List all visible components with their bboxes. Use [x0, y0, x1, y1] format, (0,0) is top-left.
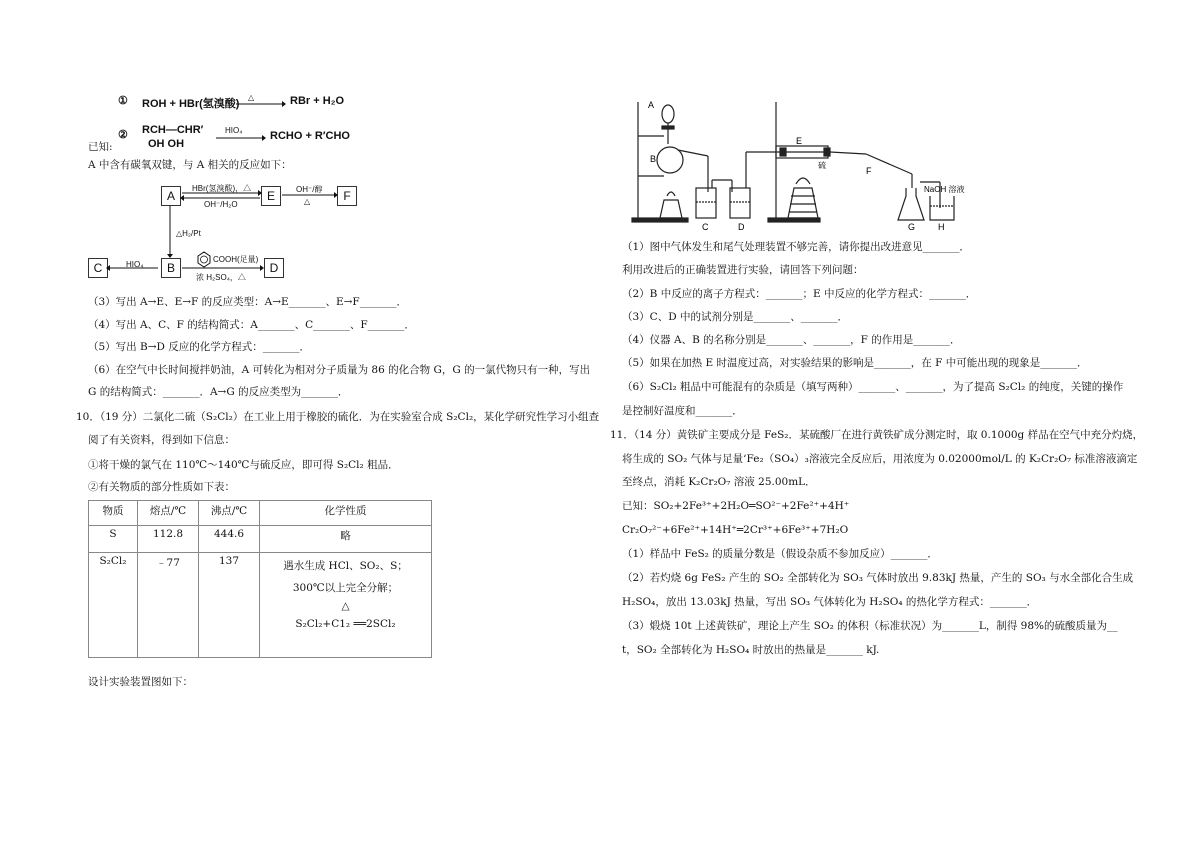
table-header: 熔点/℃: [138, 501, 199, 526]
reaction2-arrow: [216, 134, 266, 142]
table-cell: 112.8: [138, 526, 199, 553]
compound-b-box: B: [161, 258, 181, 278]
reaction2-number: ②: [118, 129, 128, 141]
scheme-intro: A 中含有碳氧双键，与 A 相关的反应如下：: [88, 159, 292, 171]
heat-symbol: △: [341, 600, 350, 612]
table-header: 沸点/℃: [199, 501, 260, 526]
table-cell: 444.6: [199, 526, 260, 553]
label-h: H: [938, 222, 945, 232]
s2cl2-reaction: S₂Cl₂+C1₂ ══2SCl₂: [295, 618, 396, 630]
e-to-f-condition-top: OH⁻/醇: [296, 185, 323, 194]
reaction1-lhs: ROH + HBr(氢溴酸): [142, 98, 240, 110]
problem-11-line2: 将生成的 SO₂ 气体与足量‘Fe₂（SO₄）₃溶液完全反应后，用浓度为 0.02000mol/L 的 K₂Cr₂O₇ 标准溶液滴定: [622, 453, 1138, 465]
problem-10-line2: 阅了有关资料，得到如下信息：: [88, 434, 235, 446]
label-g: G: [908, 222, 916, 232]
label-sulfur: 硫: [818, 161, 826, 170]
r-question-5: （5）如果在加热 E 时温度过高，对实验结果的影响是_______，在 F 中可能出现的现象是_______．: [622, 357, 1088, 369]
reaction2-rhs: RCHO + R′CHO: [270, 130, 350, 142]
table-cell: 略: [260, 526, 432, 553]
given-equation-2: Cr₂O₇²⁻+6Fe²⁺+14H⁺═2Cr³⁺+6Fe³⁺+7H₂O: [622, 524, 849, 536]
b-to-d-condition-top: COOH(足量): [213, 255, 259, 264]
compound-f-box: F: [337, 186, 357, 206]
sub-question-3-line2: t，SO₂ 全部转化为 H₂SO₄ 时放出的热量是_______ kJ.: [622, 644, 880, 656]
table-row: [89, 553, 432, 658]
question-5: （5）写出 B→D 反应的化学方程式：_______．: [88, 341, 311, 353]
reaction2-lhs-bottom: OH OH: [148, 138, 185, 150]
a-to-e-condition: HBr(氢溴酸)，△: [192, 184, 252, 193]
question-3: （3）写出 A→E、E→F 的反应类型：A→E_______、E→F_______．: [88, 296, 407, 308]
sub-question-3-line1: （3）煅烧 10t 上述黄铁矿，理论上产生 SO₂ 的体积（标准状况）为_______L，制得 98%的硫酸质量为__: [622, 620, 1118, 632]
reaction1-rhs: RBr + H₂O: [290, 95, 345, 107]
table-cell: ﹣77: [138, 553, 199, 658]
table-cell: S₂Cl₂: [89, 553, 138, 658]
r-question-6-line2: 是控制好温度和_______．: [622, 405, 743, 417]
apparatus-diagram: [628, 96, 968, 232]
compound-e-box: E: [261, 186, 281, 206]
sub-question-1: （1）样品中 FeS₂ 的质量分数是（假设杂质不参加反应）_______．: [622, 548, 938, 560]
problem-11-line1: 11．（14 分）黄铁矿主要成分是 FeS₂．某硫酸厂在进行黄铁矿成分测定时，取 0.1000g 样品在空气中充分灼烧，: [610, 429, 1144, 441]
table-cell-chemical-properties: [260, 553, 432, 658]
table-header-row: [89, 501, 432, 526]
sub-question-2-line1: （2）若灼烧 6g FeS₂ 产生的 SO₂ 全部转化为 SO₃ 气体时放出 9.83kJ 热量，产生的 SO₃ 与水全部化合生成: [622, 572, 1134, 584]
s2cl2-property-water: 遇水生成 HCl、SO₂、S；: [283, 560, 408, 572]
compound-c-box: C: [88, 258, 108, 278]
compound-d-box: D: [264, 258, 284, 278]
table-cell: S: [89, 526, 138, 553]
sub-question-2-line2: H₂SO₄，放出 13.03kJ 热量，写出 SO₃ 气体转化为 H₂SO₄ 的热化学方程式：_______．: [622, 596, 1038, 608]
r-question-2: （2）B 中反应的离子方程式：_______；E 中反应的化学方程式：_______．: [622, 288, 977, 300]
problem-10-line1: 10．（19 分）二氯化二硫（S₂Cl₂）在工业上用于橡胶的硫化．为在实验室合成 S₂Cl₂，某化学研究性学习小组查: [76, 411, 600, 423]
label-naoh: NaOH 溶液: [924, 185, 965, 194]
question-6-line2: G 的结构简式：_______．A→G 的反应类型为_______．: [88, 386, 349, 398]
r-question-3: （3）C、D 中的试剂分别是_______、_______．: [622, 311, 848, 323]
label-b: B: [650, 154, 657, 164]
a-to-b-condition: △H₂/Pt: [176, 229, 201, 238]
r-question-1: （1）图中气体发生和尾气处理装置不够完善，请你提出改进意见_______．: [622, 241, 970, 253]
label-d: D: [738, 222, 745, 232]
reaction1-arrow: [236, 100, 286, 108]
reaction1-condition: △: [248, 93, 255, 102]
r-question-1b: 利用改进后的正确装置进行实验，请回答下列问题：: [622, 264, 864, 276]
label-e: E: [796, 136, 803, 146]
reaction2-lhs-top: RCH—CHR′: [142, 124, 204, 136]
given-equation-1: 已知：SO₂+2Fe³⁺+2H₂O═SO²⁻+2Fe²⁺+4H⁺: [622, 500, 850, 512]
label-c: C: [702, 222, 709, 232]
label-f: F: [866, 166, 872, 176]
table-header: 化学性质: [260, 501, 432, 526]
s2cl2-property-decompose: 300℃以上完全分解；: [292, 582, 399, 594]
e-to-f-condition-bottom: △: [304, 197, 311, 206]
table-row: [89, 526, 432, 553]
label-a: A: [648, 100, 655, 110]
compound-a-box: A: [161, 186, 181, 206]
r-question-4: （4）仪器 A、B 的名称分别是_______、_______，F 的作用是_______．: [622, 334, 961, 346]
question-6-line1: （6）在空气中长时间搅拌奶油，A 可转化为相对分子质量为 86 的化合物 G，G 的一氯代物只有一种，写出: [88, 364, 591, 376]
b-to-d-condition-bottom: 浓 H₂SO₄，△: [196, 273, 246, 282]
table-header: 物质: [89, 501, 138, 526]
b-to-c-condition: HIO₄: [126, 260, 144, 269]
properties-table: [88, 500, 432, 658]
e-to-a-condition: OH⁻/H₂O: [204, 200, 238, 209]
question-4: （4）写出 A、C、F 的结构简式：A_______、C_______、F_______．: [88, 319, 415, 331]
problem-11-line3: 至终点，消耗 K₂Cr₂O₇ 溶液 25.00mL．: [622, 476, 816, 488]
reaction1-number: ①: [118, 95, 128, 107]
reaction2-condition: HIO₄: [225, 126, 243, 135]
problem-10-info2: ②有关物质的部分性质如下表：: [88, 481, 235, 493]
r-question-6-line1: （6）S₂Cl₂ 粗品中可能混有的杂质是（填写两种）_______、_______，为了提高 S₂Cl₂ 的纯度，关键的操作: [622, 381, 1124, 393]
design-label: 设计实验装置图如下：: [88, 676, 193, 688]
problem-10-info1: ①将干燥的氯气在 110℃～140℃与硫反应，即可得 S₂Cl₂ 粗品．: [88, 459, 399, 471]
table-cell: 137: [199, 553, 260, 658]
known-label: 已知:: [88, 141, 113, 153]
